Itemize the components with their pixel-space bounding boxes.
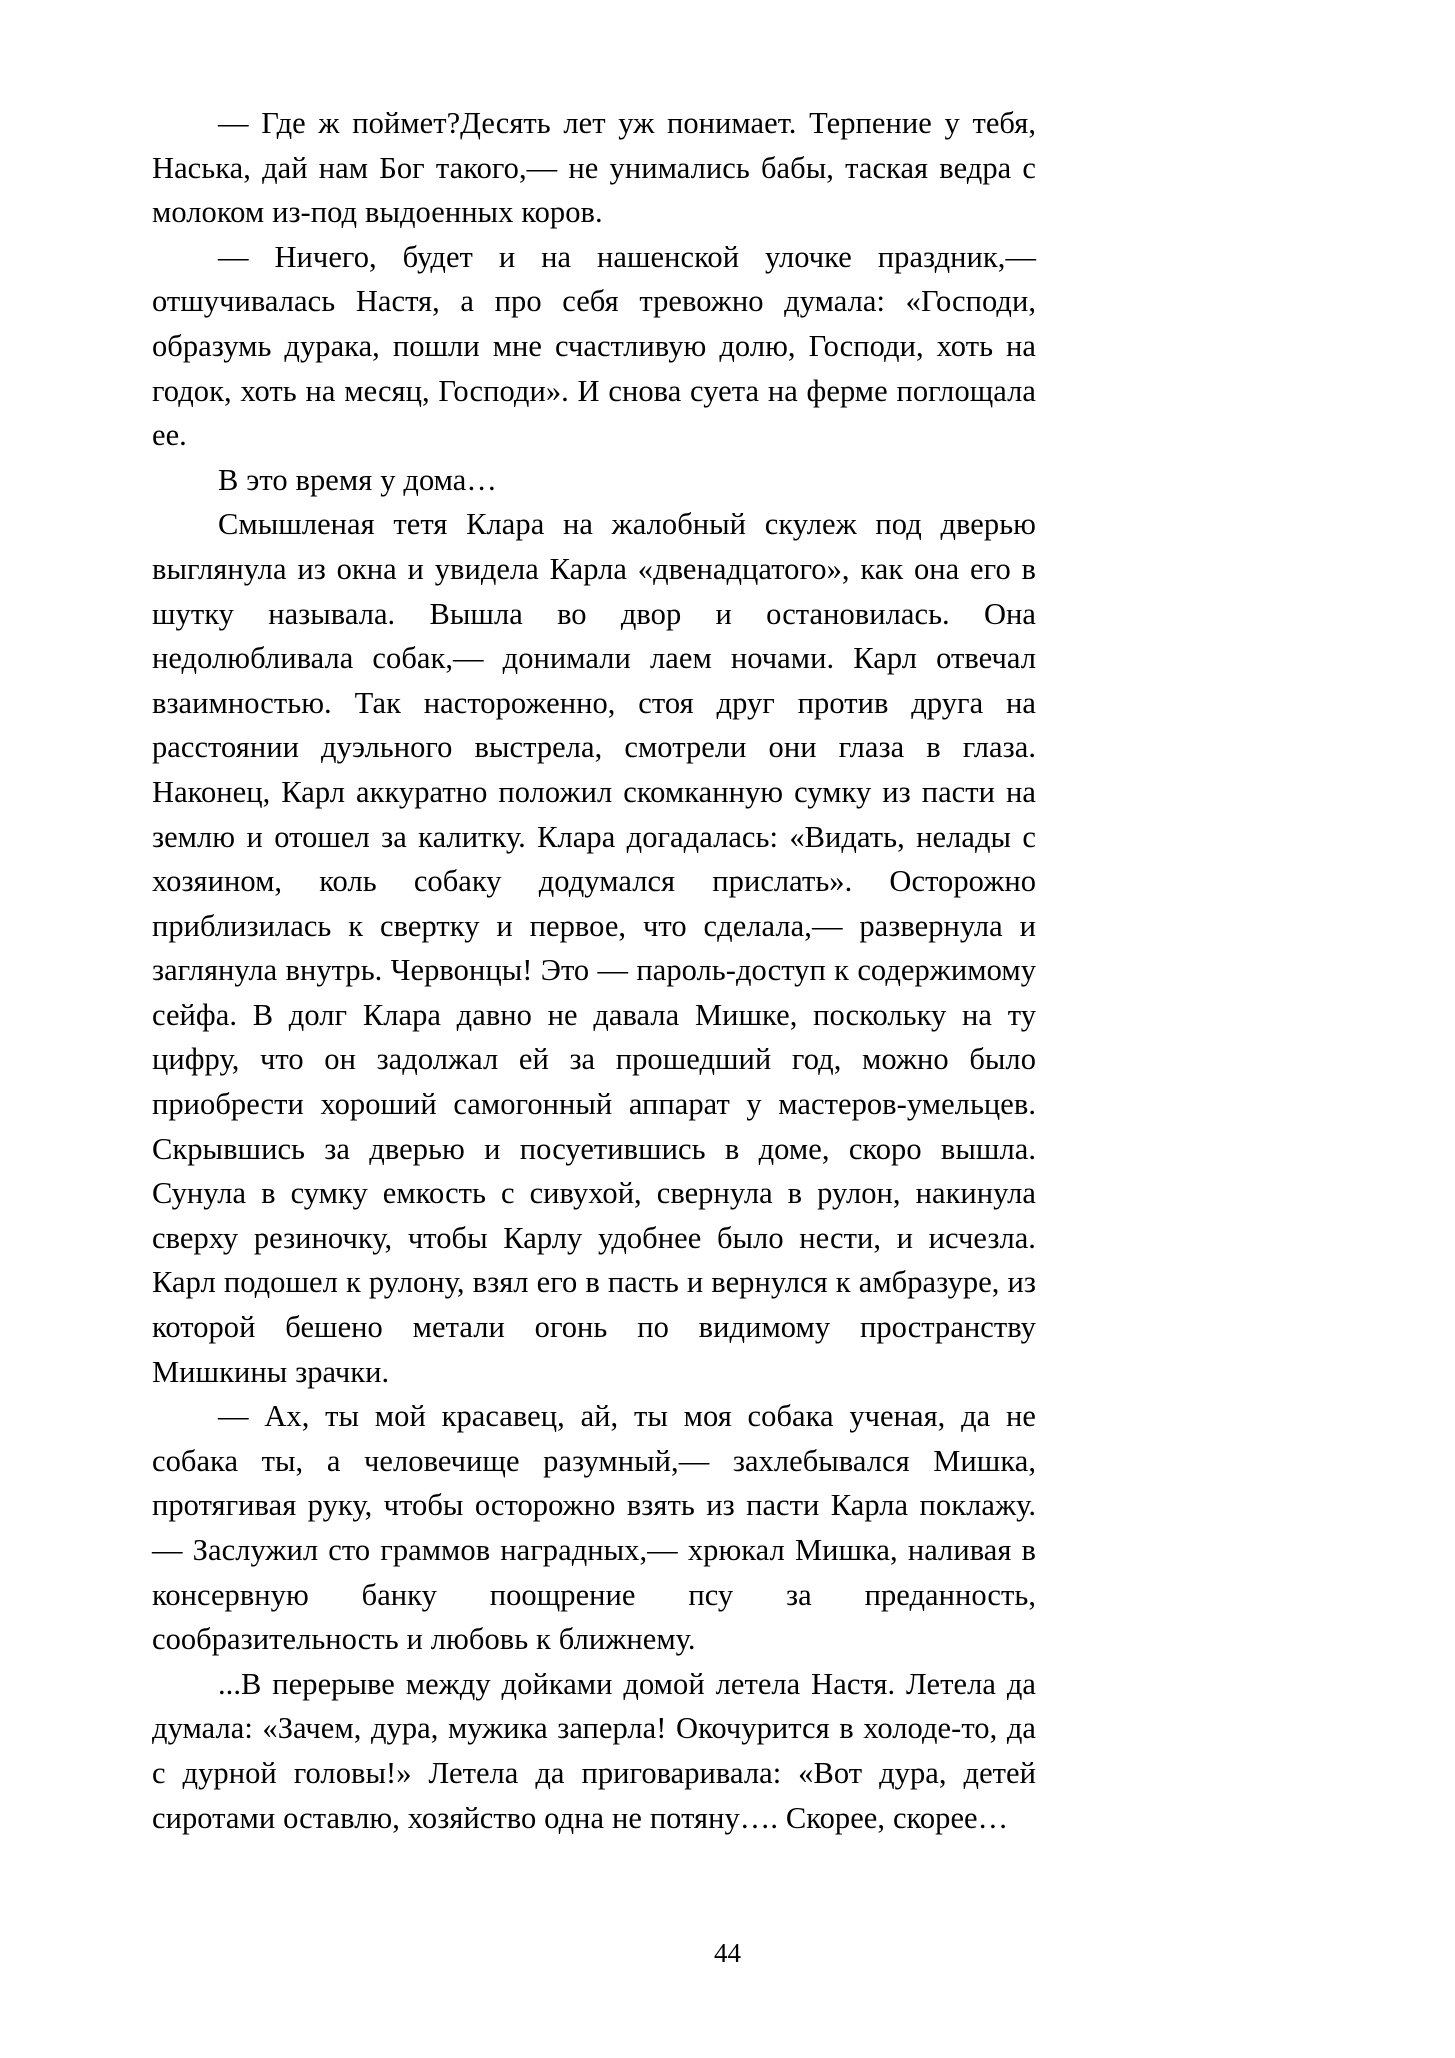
paragraph: Смышленая тетя Клара на жалобный скулеж под дверью выглянула из окна и увидела Карла «двенадцатого», как она его в шутку называла. Вышла во двор и остановилась. Она недолюбливала собак,— донимали лаем ночами. Карл отвечал взаимностью. Так настороженно, стоя друг против друга на расстоянии дуэльного выстрела, смотрели они глаза в глаза. Наконец, Карл аккуратно положил скомканную сумку из пасти на землю и отошел за калитку. Клара догадалась: «Видать, нелады с хозяином, коль собаку додумался прислать». Осторожно приблизилась к свертку и первое, что сделала,— развернула и заглянула внутрь. Червонцы! Это — пароль-доступ к содержимому сейфа. В долг Клара давно не давала Мишке, поскольку на ту цифру, что он задолжал ей за прошедший год, можно было приобрести хороший самогонный аппарат у мастеров-умельцев. Скрывшись за дверью и посуетившись в доме, скоро вышла. Сунула в сумку емкость с сивухой, свернула в рулон, накинула сверху резиночку, чтобы Карлу удобнее было нести, и исчезла. Карл подошел к рулону, взял его в пасть и вернулся к амбразуре, из которой бешено метали огонь по видимому пространству Мишкины зрачки. [152, 507, 1036, 1389]
paragraph: В это время у дома… [218, 462, 497, 497]
paragraph: — Где ж поймет?Десять лет уж понимает. Терпение у тебя, Наська, дай нам Бог такого,— не унимались бабы, таская ведра с молоком из-под выдоенных коров. [152, 106, 1036, 230]
paragraph: — Ничего, будет и на нашенской улочке праздник,— отшучивалась Настя, а про себя тревожно думала: «Господи, образумь дурака, пошли мне счастливую долю, Господи, хоть на годок, хоть на месяц, Господи». И снова суета на ферме поглощала ее. [152, 239, 1036, 453]
page-body-text [152, 101, 1036, 1840]
page-number: 44 [714, 1938, 741, 1968]
paragraph: ...В перерыве между дойками домой летела Настя. Летела да думала: «Зачем, дура, мужика заперла! Окочурится в холоде-то, да с дурной головы!» Летела да приговаривала: «Вот дура, детей сиротами оставлю, хозяйство одна не потяну…. Скорее, скорее… [152, 1666, 1036, 1835]
paragraph: — Ах, ты мой красавец, ай, ты моя собака ученая, да не собака ты, а человечище разумный,— захлебывался Мишка, протягивая руку, чтобы осторожно взять из пасти Карла поклажу.— Заслужил сто граммов наградных,— хрюкал Мишка, наливая в консервную банку поощрение псу за преданность, сообразительность и любовь к ближнему. [152, 1399, 1036, 1657]
